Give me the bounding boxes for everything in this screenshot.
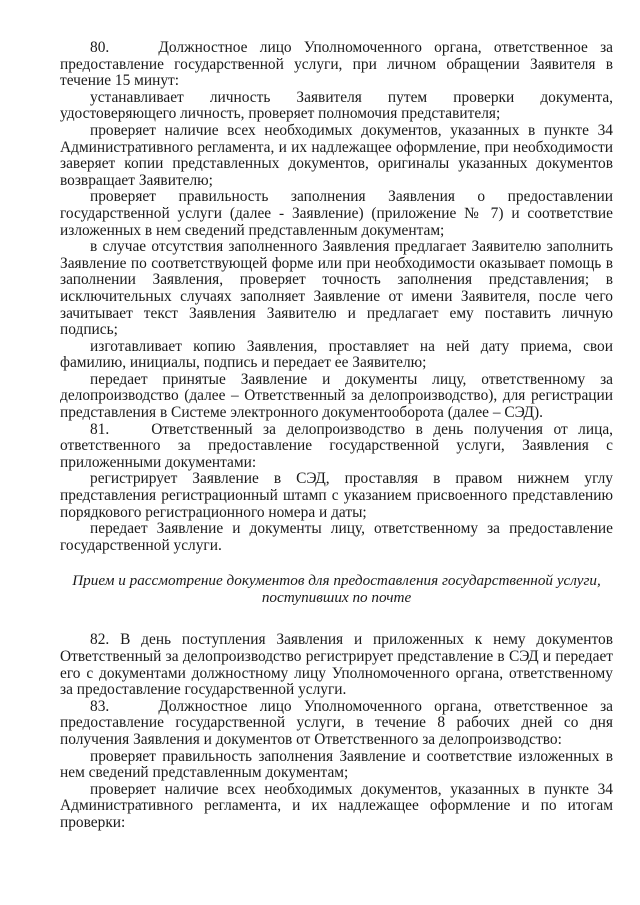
paragraph-check-filling: проверяет правильность заполнения Заявление и соответствие изложенных в нем сведений представленным документам; bbox=[60, 747, 613, 782]
paragraph-82: 82. В день поступления Заявления и приложенных к нему документов Ответственный за делопроизводство регистрирует представление в СЭД и передает его с документами должностному лицу Уполномоченного органа, ответственному за предоставление государственной услуги. bbox=[60, 631, 613, 699]
paragraph-application-check: проверяет правильность заполнения Заявления о предоставлении государственной услуги (далее - Заявление) (приложение № 7) и соответствие изложенных в нем сведений представленным документам; bbox=[60, 188, 613, 239]
paragraph-register: регистрирует Заявление в СЭД, проставляя в правом нижнем углу представления регистрационный штамп с указанием присвоенного представлению порядкового регистрационного номера и даты; bbox=[60, 470, 613, 521]
paragraph-check-documents: проверяет наличие всех необходимых документов, указанных в пункте 34 Административного регламента, и их надлежащее оформление и по итогам проверки: bbox=[60, 780, 613, 831]
paragraph-80: 80. Должностное лицо Уполномоченного органа, ответственное за предоставление государственной услуги, при личном обращении Заявителя в течение 15 минут: bbox=[60, 39, 613, 90]
paragraph-make-copy: изготавливает копию Заявления, проставляет на ней дату приема, свои фамилию, инициалы, подпись и передает ее Заявителю; bbox=[60, 337, 613, 372]
paragraph-identity-check: устанавливает личность Заявителя путем проверки документа, удостоверяющего личность, проверяет полномочия представителя; bbox=[60, 88, 613, 123]
paragraph-documents-check: проверяет наличие всех необходимых документов, указанных в пункте 34 Административного регламента, и их надлежащее оформление, при необходимости заверяет копии представленных документов, оригиналы указанных документов возвращает Заявителю; bbox=[60, 121, 613, 189]
paragraph-83: 83. Должностное лицо Уполномоченного органа, ответственное за предоставление государственной услуги, в течение 8 рабочих дней со дня получения Заявления и документов от Ответственного за делопроизводство: bbox=[60, 697, 613, 748]
paragraph-81: 81. Ответственный за делопроизводство в день получения от лица, ответственного за предоставление государственной услуги, Заявления с приложенными документами: bbox=[60, 420, 613, 471]
paragraph-fill-application: в случае отсутствия заполненного Заявления предлагает Заявителю заполнить Заявление по соответствующей форме или при необходимости оказывает помощь в заполнении Заявления, проверяет точность заполнения представления; в исключительных случаях заполняет Заявление от имени Заявителя, после чего зачитывает текст Заявления Заявителю и предлагает ему поставить личную подпись; bbox=[60, 238, 613, 339]
paragraph-transfer-to-official: передает Заявление и документы лицу, ответственному за предоставление государственной услуги. bbox=[60, 520, 613, 554]
section-heading: Прием и рассмотрение документов для предоставления государственной услуги, поступивших по почте bbox=[72, 572, 601, 607]
document-body bbox=[60, 40, 613, 832]
paragraph-transfer-documents: передает принятые Заявление и документы лицу, ответственному за делопроизводство (далее – Ответственный за делопроизводство), для регистрации представления в Системе электронного документооборота (далее – СЭД). bbox=[60, 370, 613, 422]
